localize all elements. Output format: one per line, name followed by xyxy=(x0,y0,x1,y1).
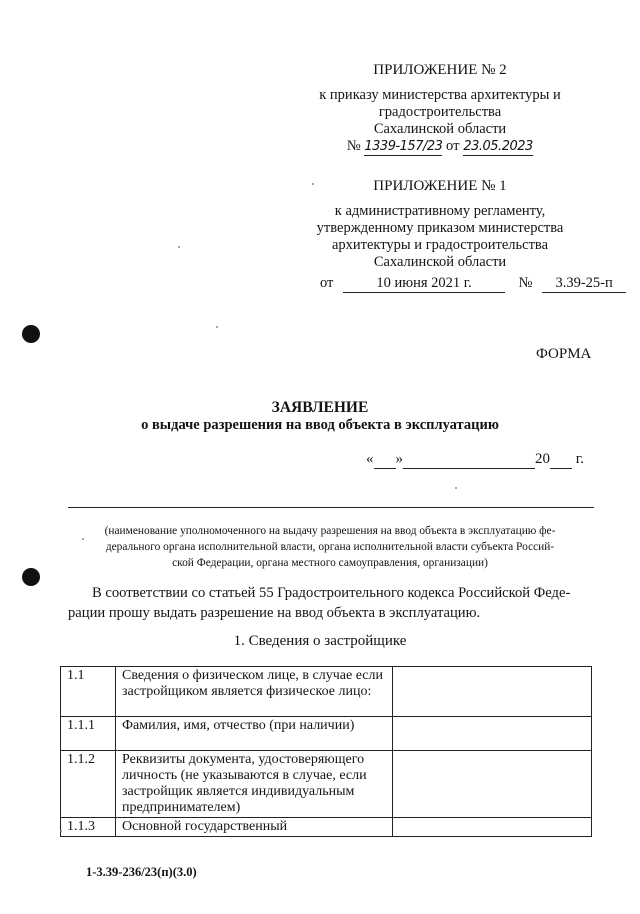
appendix-2-date-handwritten: 23.05.2023 xyxy=(463,139,533,154)
authority-caption-line-3: ской Федерации, органа местного самоуправления, организации) xyxy=(172,557,488,569)
appendix-1-num-label: № xyxy=(518,275,533,291)
appendix-1-block xyxy=(300,178,580,271)
scan-speck xyxy=(82,538,84,540)
punch-hole-top xyxy=(22,325,40,343)
appendix-2-title: ПРИЛОЖЕНИЕ № 2 xyxy=(373,62,507,78)
appendix-2-from-label: от xyxy=(446,138,460,154)
table-row xyxy=(61,717,592,751)
appendix-1-date-number-line xyxy=(320,275,626,293)
appendix-2-line-1: к приказу министерства архитектуры и xyxy=(319,87,561,103)
row-value-field[interactable] xyxy=(393,667,592,717)
form-label: ФОРМА xyxy=(536,346,592,362)
scan-speck xyxy=(60,830,62,832)
appendix-2-number-line xyxy=(300,138,580,156)
appendix-1-from-label: от xyxy=(320,275,334,291)
date-close-quote: » xyxy=(395,451,403,467)
request-paragraph-line-1: В соответствии со статьей 55 Градостроительного кодекса Российской Феде- xyxy=(92,585,571,601)
table-row xyxy=(61,667,592,717)
application-date-line xyxy=(366,451,584,469)
appendix-2-line-3: Сахалинской области xyxy=(373,121,507,137)
row-label: Сведения о физическом лице, в случае если застройщиком является физическое лицо: xyxy=(116,667,393,717)
table-row xyxy=(61,818,592,837)
row-number: 1.1 xyxy=(61,667,116,717)
row-number: 1.1.2 xyxy=(61,751,116,818)
applicant-info-table xyxy=(60,666,592,837)
appendix-1-date: 10 июня 2021 г. xyxy=(343,275,505,293)
row-number: 1.1.3 xyxy=(61,818,116,837)
date-year-blank xyxy=(550,451,572,469)
appendix-2-line-2: градостроительства xyxy=(378,104,502,120)
appendix-1-line-3: архитектуры и градостроительства xyxy=(331,237,549,253)
document-code: 1-3.39-236/23(п)(3.0) xyxy=(86,865,197,879)
punch-hole-bottom xyxy=(22,568,40,586)
authority-caption-line-1: (наименование уполномоченного на выдачу разрешения на ввод объекта в эксплуатацию фе- xyxy=(104,525,556,537)
row-value-field[interactable] xyxy=(393,717,592,751)
row-value-field[interactable] xyxy=(393,751,592,818)
document-subtitle: о выдаче разрешения на ввод объекта в эксплуатацию xyxy=(141,417,499,433)
scan-speck xyxy=(216,326,218,328)
row-label: Фамилия, имя, отчество (при наличии) xyxy=(116,717,393,751)
scan-speck xyxy=(178,246,180,248)
date-month-blank xyxy=(403,451,535,469)
date-day-blank xyxy=(374,451,396,469)
appendix-1-line-1: к административному регламенту, xyxy=(334,203,546,219)
appendix-2-number-handwritten: 1339-157/23 xyxy=(364,139,443,154)
request-paragraph-line-2: рации прошу выдать разрешение на ввод объекта в эксплуатацию. xyxy=(68,605,481,621)
scan-speck xyxy=(455,487,457,489)
authority-name-line xyxy=(68,507,594,508)
date-year-suffix: г. xyxy=(575,451,584,467)
request-paragraph xyxy=(68,583,594,623)
appendix-1-line-2: утвержденному приказом министерства xyxy=(316,220,564,236)
appendix-2-block xyxy=(300,62,580,156)
scan-speck xyxy=(312,183,314,185)
row-number: 1.1.1 xyxy=(61,717,116,751)
row-value-field[interactable] xyxy=(393,818,592,837)
authority-caption xyxy=(66,523,594,571)
row-label: Основной государственный xyxy=(116,818,393,837)
appendix-1-title: ПРИЛОЖЕНИЕ № 1 xyxy=(373,178,507,194)
appendix-1-number: 3.39-25-п xyxy=(542,275,626,293)
table-row xyxy=(61,751,592,818)
appendix-2-num-prefix: № xyxy=(346,138,361,154)
authority-caption-line-2: дерального органа исполнительной власти, органа исполнительной власти субъекта Россий- xyxy=(105,541,555,553)
section-1-title: 1. Сведения о застройщике xyxy=(233,633,407,649)
document-title: ЗАЯВЛЕНИЕ xyxy=(271,399,369,416)
date-year-prefix: 20 xyxy=(535,451,550,467)
row-label: Реквизиты документа, удостоверяющего личность (не указываются в случае, если застройщик является индивидуальным предпринимателем) xyxy=(116,751,393,818)
date-open-quote: « xyxy=(366,451,374,467)
appendix-1-line-4: Сахалинской области xyxy=(373,254,507,270)
